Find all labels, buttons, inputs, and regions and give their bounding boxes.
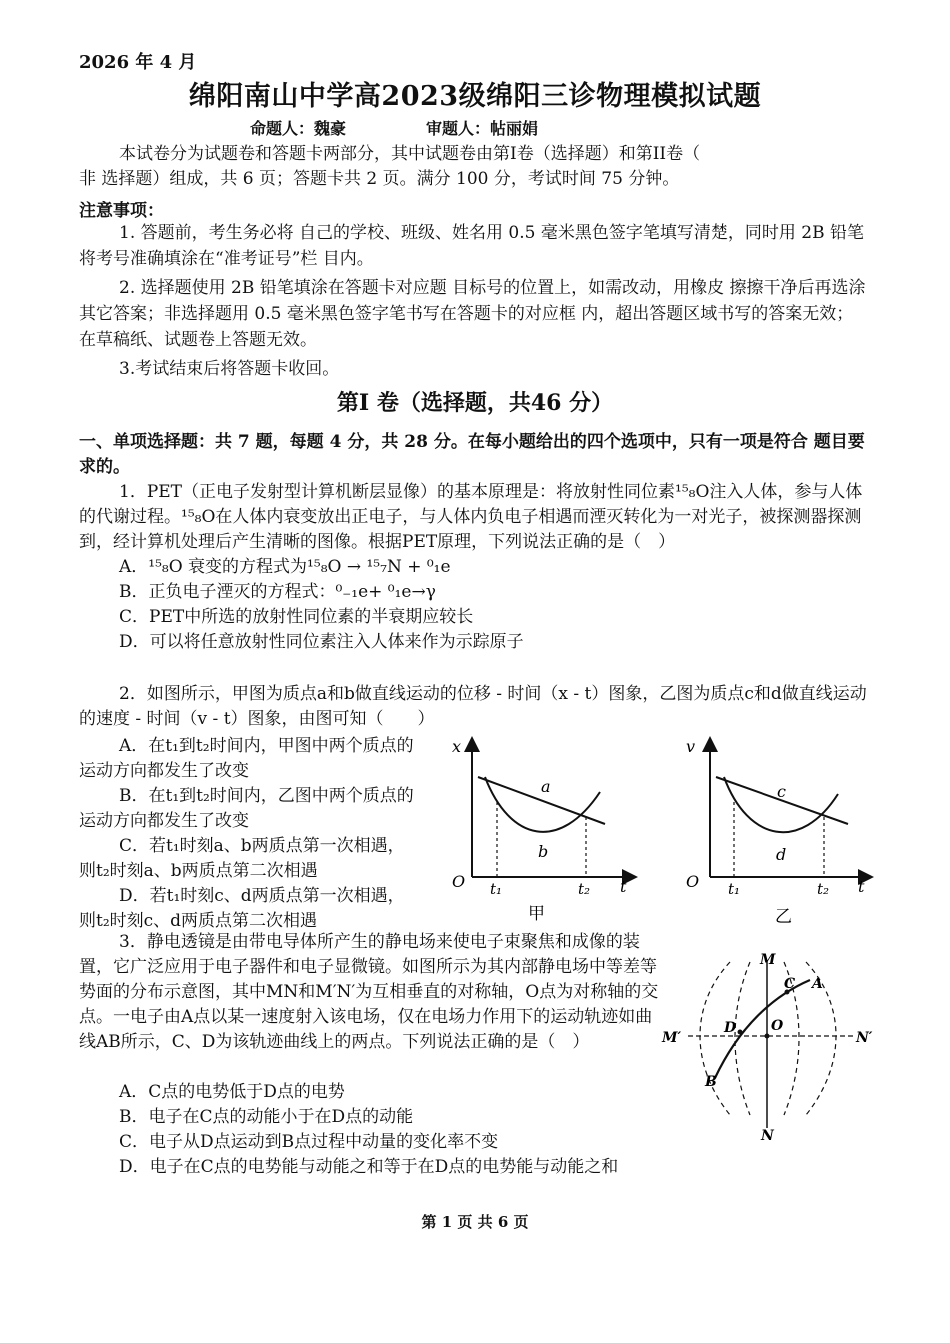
label-c: C [784, 976, 796, 992]
label-o: O [771, 1018, 784, 1034]
curve-label: d [776, 845, 787, 864]
notice-item: 3.考试结束后将答题卡收回。 [119, 359, 340, 379]
equipotential [700, 962, 730, 1115]
notice-list [79, 220, 869, 385]
y-axis-label: x [452, 737, 462, 756]
label-n-prime: N′ [856, 1030, 873, 1046]
exam-date: 2026 年 4 月 [79, 52, 197, 73]
t1-label: t₁ [728, 880, 741, 898]
label-n: N [761, 1128, 774, 1144]
y-axis-label: v [686, 737, 696, 756]
notice-heading: 注意事项： [79, 201, 164, 221]
graph-caption: 甲 [528, 904, 545, 924]
lens-figure [660, 950, 890, 1145]
point-o [765, 1034, 770, 1039]
point-d [738, 1030, 743, 1035]
question-stem: 3．静电透镜是由带电导体所产生的静电场来使电子束聚焦和成像的装置，它广泛应用于电子器件和电子显微镜。如图所示为其内部静电场中等差等势面的分布示意图，其中MN和M′N′为互相垂直的对称轴，O点为对称轴的交点。一电子由A点以某一速度射入该电场，仅在电场力作用下的运动轨迹如曲线AB所示，C、D为该轨迹曲线上的两点。下列说法正确的是（ ） [79, 932, 659, 1052]
question-3 [79, 930, 664, 1055]
question-2 [79, 682, 869, 732]
origin-label: O [452, 872, 466, 891]
option-d: D．可以将任意放射性同位素注入人体来作为示踪原子 [119, 632, 524, 652]
t2-label: t₂ [578, 880, 591, 898]
page-footer: 第 1 页 共 6 页 [421, 1213, 529, 1231]
label-m: M [760, 952, 776, 968]
curve-label: b [538, 842, 549, 861]
label-m-prime: M′ [662, 1030, 682, 1046]
option-b: B．正负电子湮灭的方程式：⁰₋₁e+ ⁰₁e→γ [119, 582, 436, 602]
question-stem: 1．PET（正电子发射型计算机断层显像）的基本原理是：将放射性同位素¹⁵₈O注入人体，参与人体的代谢过程。¹⁵₈O在人体内衰变放出正电子，与人体内负电子相遇而湮灭转化为一对光子，被探测器探测到，经计算机处理后产生清晰的图像。根据PET原理，下列说法正确的是（ ） [79, 482, 863, 552]
graph-caption: 乙 [775, 907, 792, 927]
option-d: D．电子在C点的电势能与动能之和等于在D点的电势能与动能之和 [119, 1157, 619, 1177]
t1-label: t₁ [490, 880, 503, 898]
t2-label: t₂ [817, 880, 830, 898]
x-axis-label: t [620, 877, 627, 896]
question-2-options [79, 734, 419, 934]
option-c: C．电子从D点运动到B点过程中动量的变化率不变 [119, 1132, 499, 1152]
option-d: D．若t₁时刻c、d两质点第一次相遇，则t₂时刻c、d两质点第二次相遇 [79, 886, 405, 931]
question-1 [79, 480, 869, 655]
x-axis-label: t [858, 877, 865, 896]
authors [250, 116, 538, 139]
notice-item: 1. 答题前，考生务必将 自己的学校、班级、姓名用 0.5 毫米黑色签字笔填写清楚，同时用 2B 铅笔将考号准确填涂在“准考证号”栏 目内。 [79, 223, 864, 269]
intro-paragraph [79, 142, 869, 192]
line-label: c [777, 782, 786, 801]
option-a: A．¹⁵₈O 衰变的方程式为¹⁵₈O → ¹⁵₇N + ⁰₁e [119, 557, 451, 577]
option-c: C．PET中所选的放射性同位素的半衰期应较长 [119, 607, 474, 627]
option-a: A．在t₁到t₂时间内，甲图中两个质点的运动方向都发生了改变 [79, 736, 414, 781]
question-stem: 2．如图所示，甲图为质点a和b做直线运动的位移 - 时间（x - t）图象，乙图为质点c和d做直线运动的速度 - 时间（v - t）图象，由图可知（ ） [79, 684, 867, 729]
intro-line-2: 非 选择题）组成，共 6 页；答题卡共 2 页。满分 100 分，考试时间 75 分钟。 [79, 169, 680, 189]
graph-jia [440, 732, 640, 932]
reviewer: 审题人：帖丽娟 [426, 119, 539, 138]
part-title: 第I 卷（选择题，共46 分） [336, 390, 614, 416]
line-label: a [541, 777, 551, 796]
notice-item: 2. 选择题使用 2B 铅笔填涂在答题卡对应题 目标号的位置上，如需改动，用橡皮 擦擦干净后再选涂其它答案；非选择题用 0.5 毫米黑色签字笔书写在答题卡的对应框 内，超出答题区域书写的答案无效；在草稿纸、试题卷上答题无效。 [79, 278, 866, 350]
option-b: B．在t₁到t₂时间内，乙图中两个质点的运动方向都发生了改变 [79, 786, 414, 831]
author: 命题人：魏豪 [250, 119, 347, 138]
section-heading: 一、单项选择题：共 7 题，每题 4 分，共 28 分。在每小题给出的四个选项中，只有一项是符合 题目要求的。 [79, 432, 865, 477]
option-b: B．电子在C点的动能小于在D点的动能 [119, 1107, 414, 1127]
label-a: A [812, 976, 823, 992]
option-c: C．若t₁时刻a、b两质点第一次相遇，则t₂时刻a、b两质点第二次相遇 [79, 836, 405, 881]
origin-label: O [686, 872, 700, 891]
intro-line-1: 本试卷分为试题卷和答题卡两部分，其中试题卷由第I卷（选择题）和第II卷（ [119, 144, 701, 164]
graph-yi [676, 732, 876, 932]
label-b: B [705, 1074, 717, 1090]
label-d: D [724, 1020, 737, 1036]
option-a: A．C点的电势低于D点的电势 [119, 1082, 345, 1102]
exam-title: 绵阳南山中学高2023级绵阳三诊物理模拟试题 [188, 81, 762, 112]
